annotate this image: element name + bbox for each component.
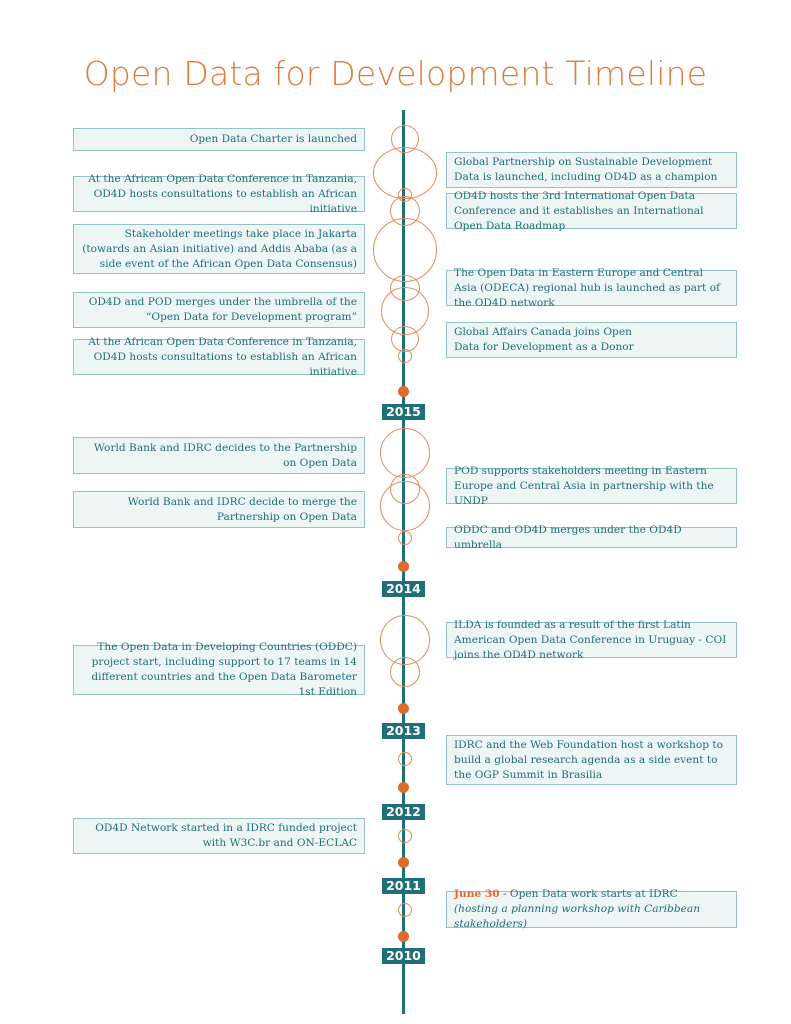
event-marker — [380, 428, 430, 478]
event-marker — [398, 531, 412, 545]
event-marker — [398, 903, 412, 917]
event-marker — [373, 218, 437, 282]
year-label-2011: 2011 — [382, 878, 425, 894]
year-label-2012: 2012 — [382, 804, 425, 820]
event-text: The Open Data in Eastern Europe and Central Asia (ODECA) regional hub is launched as part of the OD4D network — [454, 266, 720, 309]
year-dot — [398, 857, 409, 868]
year-dot — [398, 703, 409, 714]
event-date: June 30 — [454, 888, 500, 900]
event-card — [446, 735, 737, 785]
event-text: OD4D and POD merges under the umbrella of the “Open Data for Development program” — [88, 296, 357, 323]
event-text: Global Affairs Canada joins Open Data for Development as a Donor — [454, 326, 634, 353]
event-card — [446, 152, 737, 188]
event-marker — [380, 481, 430, 531]
event-text: The Open Data in Developing Countries (ODDC) project start, including support to 17 teams in 14 different countries and the Open Data Barometer 1st Edition — [91, 641, 357, 698]
year-dot — [398, 931, 409, 942]
year-label-2015: 2015 — [382, 404, 425, 420]
event-text: Stakeholder meetings take place in Jakarta (towards an Asian initiative) and Addis Ababa (as a side event of the African Open Data Consensus) — [82, 227, 357, 270]
event-marker — [398, 752, 412, 766]
event-card — [73, 224, 365, 274]
event-card — [73, 335, 365, 378]
year-label-2013: 2013 — [382, 723, 425, 739]
event-card — [446, 322, 737, 358]
year-dot — [398, 782, 409, 793]
event-text: World Bank and IDRC decide to merge the Partnership on Open Data — [127, 495, 357, 523]
event-text — [454, 887, 728, 932]
event-text: ILDA is founded as a result of the first Latin American Open Data Conference in Uruguay - COI joins the OD4D network — [454, 618, 727, 661]
event-card — [73, 172, 365, 215]
event-card — [73, 491, 365, 528]
event-card — [73, 641, 365, 698]
event-card — [73, 818, 365, 854]
event-text: Open Data Charter is launched — [189, 133, 357, 145]
event-card — [446, 464, 737, 507]
event-card — [446, 888, 737, 930]
event-text-main: - Open Data work starts at IDRC — [499, 888, 678, 900]
event-text: IDRC and the Web Foundation host a workshop to build a global research agenda as a side event to the OGP Summit in Brasilia — [454, 738, 723, 781]
event-text: Global Partnership on Sustainable Development Data is launched, including OD4D as a champion — [454, 156, 718, 183]
page-title: Open Data for Development Timeline — [83, 54, 708, 93]
year-label-2014: 2014 — [382, 581, 425, 597]
event-marker — [398, 349, 412, 363]
event-card — [446, 523, 737, 551]
event-card — [73, 437, 365, 474]
event-marker — [398, 829, 412, 843]
event-text: At the African Open Data Conference in Tanzania, OD4D hosts consultations to establish an African initiative — [88, 335, 357, 378]
year-dot — [398, 561, 409, 572]
event-text: World Bank and IDRC decides to the Partnership on Open Data — [93, 441, 357, 469]
event-text: POD supports stakeholders meeting in Eastern Europe and Central Asia in partnership with the UNDP — [454, 464, 714, 507]
event-text: ODDC and OD4D merges under the OD4D umbrella — [454, 523, 682, 551]
year-dot — [398, 386, 409, 397]
event-text: OD4D hosts the 3rd International Open Data Conference and it establishes an International Open Data Roadmap — [454, 189, 704, 232]
event-text: OD4D Network started in a IDRC funded project with W3C.br and ON-ECLAC — [95, 822, 357, 849]
event-marker — [390, 657, 420, 687]
event-card — [446, 618, 737, 661]
event-card — [73, 292, 365, 328]
year-label-2010: 2010 — [382, 948, 425, 964]
event-text: At the African Open Data Conference in Tanzania, OD4D hosts consultations to establish an African initiative — [88, 172, 357, 215]
event-note: (hosting a planning workshop with Caribbean stakeholders) — [454, 903, 701, 930]
event-card — [73, 128, 365, 151]
event-card — [446, 266, 737, 309]
event-card — [446, 189, 737, 232]
